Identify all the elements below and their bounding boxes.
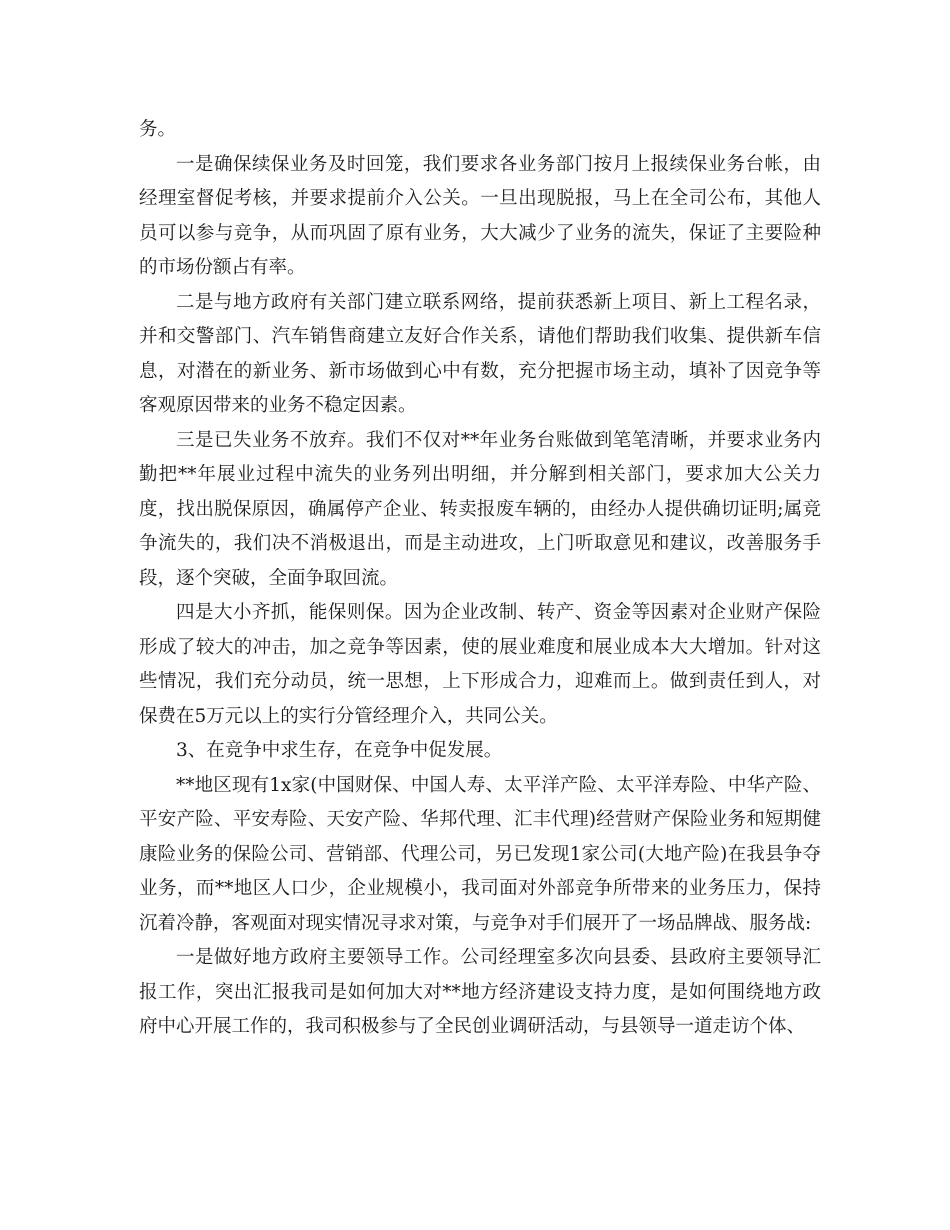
paragraph-government-leaders: 一是做好地方政府主要领导工作。公司经理室多次向县委、县政府主要领导汇报工作，突出汇报我司是如何加大对**地方经济建设支持力度，是如何围绕地方政府中心开展工作的，我司积极参与了全民创业调研活动，与县领导一道走访个体、 bbox=[139, 947, 821, 1037]
section-heading-competition: 3、在竞争中求生存，在竞争中促发展。 bbox=[176, 740, 503, 761]
paragraph-large-small-clients: 四是大小齐抓，能保则保。因为企业改制、转产、资金等因素对企业财产保险形成了较大的冲击，加之竞争等因素，使的展业难度和展业成本大大增加。针对这些情况，我们充分动员，统一思想，上下形成合力，迎难而上。做到责任到人，对保费在5万元以上的实行分管经理介入，共同公关。 bbox=[139, 602, 821, 727]
paragraph-government-network: 二是与地方政府有关部门建立联系网络，提前获悉新上项目、新上工程名录，并和交警部门、汽车销售商建立友好合作关系，请他们帮助我们收集、提供新车信息，对潜在的新业务、新市场做到心中有数，充分把握市场主动，填补了因竞争等客观原因带来的业务不稳定因素。 bbox=[139, 291, 821, 416]
document-body bbox=[139, 113, 821, 1045]
paragraph-renewal-business: 一是确保续保业务及时回笼，我们要求各业务部门按月上报续保业务台帐，由经理室督促考核，并要求提前介入公关。一旦出现脱报，马上在全司公布，其他人员可以参与竞争，从而巩固了原有业务，大大减少了业务的流失，保证了主要险种的市场份额占有率。 bbox=[139, 153, 821, 278]
paragraph-continuation: 务。 bbox=[139, 119, 177, 140]
paragraph-market-competitors: **地区现有1x家(中国财保、中国人寿、太平洋产险、太平洋寿险、中华产险、平安产险、平安寿险、天安产险、华邦代理、汇丰代理)经营财产保险业务和短期健康险业务的保险公司、营销部、代理公司，另已发现1家公司(大地产险)在我县争夺业务，而**地区人口少，企业规模小，我司面对外部竞争所带来的业务压力，保持沉着冷静，客观面对现实情况寻求对策，与竞争对手们展开了一场品牌战、服务战: bbox=[139, 774, 821, 934]
paragraph-lost-business: 三是已失业务不放弃。我们不仅对**年业务台账做到笔笔清晰，并要求业务内勤把**年展业过程中流失的业务列出明细，并分解到相关部门，要求加大公关力度，找出脱保原因，确属停产企业、转卖报废车辆的，由经办人提供确切证明;属竞争流失的，我们决不消极退出，而是主动进攻，上门听取意见和建议，改善服务手段，逐个突破，全面争取回流。 bbox=[139, 429, 821, 589]
